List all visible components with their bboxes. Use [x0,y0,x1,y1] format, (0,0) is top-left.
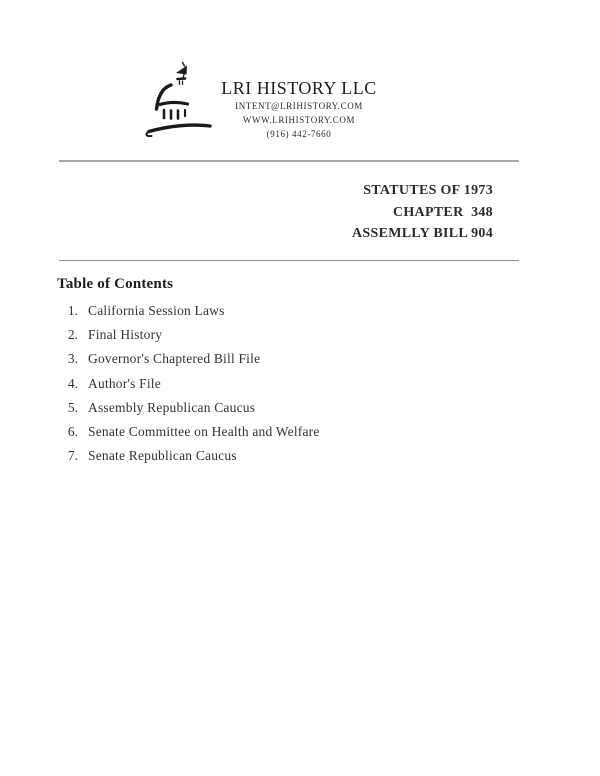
toc-item [58,347,538,371]
toc-item-number: 3. [67,351,78,367]
toc-item [58,299,538,323]
toc-item-label: Senate Republican Caucus [88,448,237,464]
toc-item-number: 2. [67,327,78,343]
toc-item-number: 6. [67,424,78,440]
email-text: INTENT@LRIHISTORY.COM [235,101,363,111]
toc-item-label: Senate Committee on Health and Welfare [88,424,320,440]
divider-bottom [59,260,519,261]
toc-item-number: 7. [67,448,78,464]
toc-item-number: 5. [67,399,78,415]
chapter-line: CHAPTER 348 [392,204,493,220]
toc-item-number: 1. [67,303,78,319]
company-name: LRI HISTORY LLC [221,78,377,98]
toc-item-label: Final History [88,327,163,343]
toc-item [58,323,538,347]
toc-item-label: Governor's Chaptered Bill File [88,351,261,367]
assembly-bill-line: ASSEMLLY BILL 904 [351,226,493,241]
toc-list [58,299,538,468]
toc-item-label: Assembly Republican Caucus [88,399,256,415]
statutes-line: STATUTES OF 1973 [363,183,493,198]
toc-item [58,372,538,396]
toc-item [58,444,538,468]
divider-top [59,160,519,162]
bill-reference-block [59,180,493,245]
toc-title: Table of Contents [57,276,174,292]
toc-item-label: California Session Laws [88,303,225,319]
toc-item [58,396,538,420]
phone-text: (916) 442-7660 [266,129,332,139]
toc-item-label: Author's File [88,375,161,391]
website-text: WWW.LRIHISTORY.COM [242,115,356,125]
letterhead [199,77,399,141]
toc-item [58,420,538,444]
toc-item-number: 4. [67,375,78,391]
